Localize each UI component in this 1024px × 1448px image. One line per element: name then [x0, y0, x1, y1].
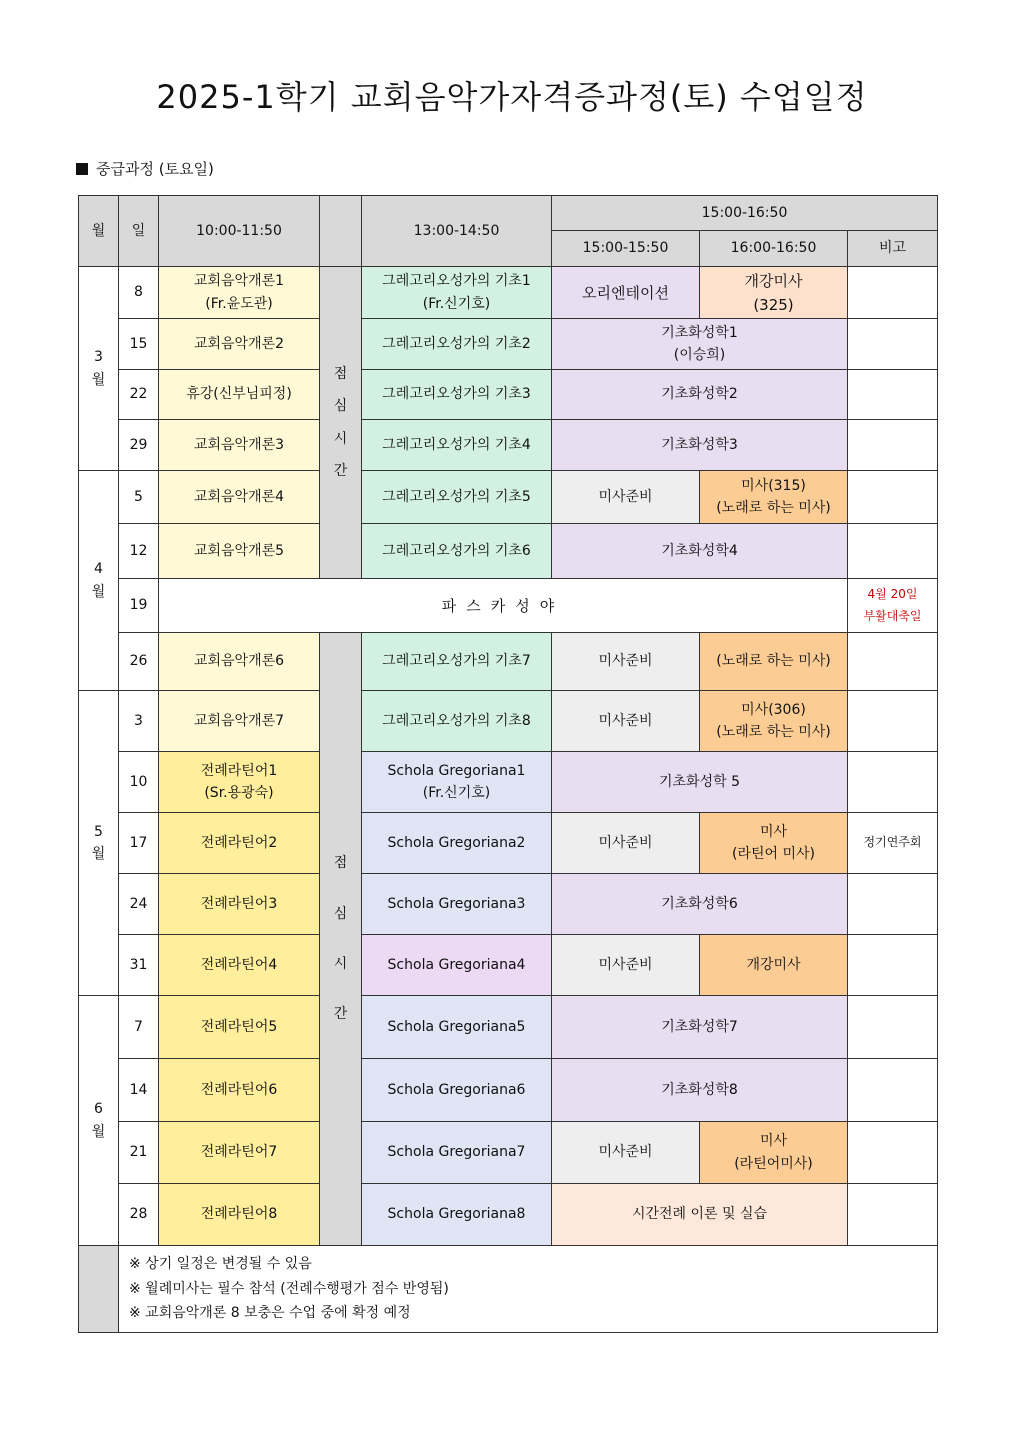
class-cell: Schola Gregoriana3: [362, 874, 552, 935]
class-cell: 교회음악개론4: [159, 471, 320, 524]
header-month: 월: [79, 196, 119, 267]
table-row: [79, 752, 938, 813]
table-row: [79, 813, 938, 874]
table-row: [79, 874, 938, 935]
day-cell: 10: [119, 752, 159, 813]
class-cell: 그레고리오성가의 기초4: [362, 420, 552, 471]
class-cell: 휴강(신부님피정): [159, 370, 320, 420]
day-cell: 8: [119, 267, 159, 319]
remark-cell: 정기연주회: [848, 813, 938, 874]
class-cell: 그레고리오성가의 기초2: [362, 319, 552, 370]
class-cell: 오리엔테이션: [552, 267, 700, 319]
day-cell: 29: [119, 420, 159, 471]
remark-cell: [848, 1184, 938, 1246]
note-line: ※ 상기 일정은 변경될 수 있음: [129, 1256, 312, 1272]
header-slot3: 15:00-16:50: [552, 196, 938, 231]
lunch-break-1: 점 심 시 간: [320, 267, 362, 579]
class-cell: 그레고리오성가의 기초8: [362, 691, 552, 752]
class-cell: Schola Gregoriana5: [362, 996, 552, 1059]
class-cell: 미사준비: [552, 691, 700, 752]
remark-cell: [848, 524, 938, 579]
table-row: [79, 267, 938, 319]
class-cell: 전례라틴어2: [159, 813, 320, 874]
class-cell: Schola Gregoriana6: [362, 1059, 552, 1122]
remark-cell: [848, 471, 938, 524]
section-label: 중급과정 (토요일): [96, 160, 214, 178]
month-march: 3 월: [79, 267, 119, 471]
day-cell: 14: [119, 1059, 159, 1122]
class-cell: Schola Gregoriana2: [362, 813, 552, 874]
section-heading: [76, 158, 214, 179]
table-row: [79, 579, 938, 633]
class-cell: 기초화성학 5: [552, 752, 848, 813]
class-cell: 미사준비: [552, 813, 700, 874]
class-cell: 교회음악개론2: [159, 319, 320, 370]
lunch-break-2: 점 심 시 간: [320, 633, 362, 1246]
remark-cell: [848, 752, 938, 813]
remark-cell: [848, 1122, 938, 1184]
remark-cell: 4월 20일 부활대축일: [848, 579, 938, 633]
class-cell: (노래로 하는 미사): [700, 633, 848, 691]
remark-cell: [848, 319, 938, 370]
day-cell: 7: [119, 996, 159, 1059]
class-cell: 기초화성학2: [552, 370, 848, 420]
day-cell: 15: [119, 319, 159, 370]
class-cell: 기초화성학7: [552, 996, 848, 1059]
table-row: [79, 935, 938, 996]
day-cell: 17: [119, 813, 159, 874]
remark-cell: [848, 1059, 938, 1122]
class-cell: 기초화성학8: [552, 1059, 848, 1122]
class-cell: Schola Gregoriana4: [362, 935, 552, 996]
class-cell: 미사(306) (노래로 하는 미사): [700, 691, 848, 752]
table-row: [79, 1122, 938, 1184]
easter-vigil-cell: 파스카성야: [159, 579, 848, 633]
header-day: 일: [119, 196, 159, 267]
class-cell: 기초화성학6: [552, 874, 848, 935]
header-slot1: 10:00-11:50: [159, 196, 320, 267]
class-cell: 교회음악개론6: [159, 633, 320, 691]
class-cell: 교회음악개론5: [159, 524, 320, 579]
notes-side-cell: [79, 1246, 119, 1333]
table-row: [79, 1184, 938, 1246]
class-cell: 그레고리오성가의 기초1 (Fr.신기호): [362, 267, 552, 319]
table-row: [79, 996, 938, 1059]
class-cell: 교회음악개론7: [159, 691, 320, 752]
class-cell: 미사(315) (노래로 하는 미사): [700, 471, 848, 524]
square-bullet-icon: [76, 163, 88, 175]
class-cell: Schola Gregoriana8: [362, 1184, 552, 1246]
class-cell: 그레고리오성가의 기초3: [362, 370, 552, 420]
remark-cell: [848, 996, 938, 1059]
month-june: 6 월: [79, 996, 119, 1246]
class-cell: 기초화성학3: [552, 420, 848, 471]
month-april: 4 월: [79, 471, 119, 691]
table-row: [79, 524, 938, 579]
class-cell: 전례라틴어4: [159, 935, 320, 996]
class-cell: 그레고리오성가의 기초7: [362, 633, 552, 691]
page-title: 2025-1학기 교회음악가자격증과정(토) 수업일정: [156, 78, 868, 116]
day-cell: 3: [119, 691, 159, 752]
table-row: [79, 319, 938, 370]
table-row: [79, 471, 938, 524]
remark-cell: [848, 874, 938, 935]
class-cell: 미사준비: [552, 471, 700, 524]
remark-cell: [848, 420, 938, 471]
schedule-table: [78, 195, 938, 1333]
class-cell: Schola Gregoriana1 (Fr.신기호): [362, 752, 552, 813]
day-cell: 31: [119, 935, 159, 996]
remark-cell: [848, 691, 938, 752]
notes-row: [79, 1246, 938, 1333]
header-row: [79, 196, 938, 231]
class-cell: 전례라틴어6: [159, 1059, 320, 1122]
month-may: 5 월: [79, 691, 119, 996]
remark-cell: [848, 267, 938, 319]
class-cell: 미사준비: [552, 633, 700, 691]
class-cell: 개강미사: [700, 935, 848, 996]
day-cell: 26: [119, 633, 159, 691]
day-cell: 19: [119, 579, 159, 633]
table-row: [79, 691, 938, 752]
class-cell: 기초화성학1 (이승희): [552, 319, 848, 370]
header-lunch: [320, 196, 362, 267]
day-cell: 5: [119, 471, 159, 524]
header-slot3b: 16:00-16:50: [700, 231, 848, 267]
notes-cell: [119, 1246, 938, 1333]
class-cell: 기초화성학4: [552, 524, 848, 579]
class-cell: 미사준비: [552, 935, 700, 996]
table-row: [79, 633, 938, 691]
day-cell: 22: [119, 370, 159, 420]
header-remarks: 비고: [848, 231, 938, 267]
class-cell: 전례라틴어7: [159, 1122, 320, 1184]
class-cell: 미사 (라틴어미사): [700, 1122, 848, 1184]
day-cell: 21: [119, 1122, 159, 1184]
class-cell: 개강미사 (325): [700, 267, 848, 319]
table-row: [79, 370, 938, 420]
day-cell: 28: [119, 1184, 159, 1246]
class-cell: 그레고리오성가의 기초6: [362, 524, 552, 579]
table-row: [79, 1059, 938, 1122]
class-cell: 교회음악개론1 (Fr.윤도관): [159, 267, 320, 319]
class-cell: 전례라틴어3: [159, 874, 320, 935]
class-cell: 전례라틴어1 (Sr.용광숙): [159, 752, 320, 813]
header-slot2: 13:00-14:50: [362, 196, 552, 267]
header-slot3a: 15:00-15:50: [552, 231, 700, 267]
remark-cell: [848, 935, 938, 996]
class-cell: 전례라틴어5: [159, 996, 320, 1059]
class-cell: 미사준비: [552, 1122, 700, 1184]
class-cell: 교회음악개론3: [159, 420, 320, 471]
note-line: ※ 교회음악개론 8 보충은 수업 중에 확정 예정: [129, 1305, 411, 1321]
day-cell: 24: [119, 874, 159, 935]
remark-cell: [848, 633, 938, 691]
day-cell: 12: [119, 524, 159, 579]
class-cell: 시간전례 이론 및 실습: [552, 1184, 848, 1246]
class-cell: 미사 (라틴어 미사): [700, 813, 848, 874]
remark-cell: [848, 370, 938, 420]
class-cell: Schola Gregoriana7: [362, 1122, 552, 1184]
class-cell: 전례라틴어8: [159, 1184, 320, 1246]
class-cell: 그레고리오성가의 기초5: [362, 471, 552, 524]
note-line: ※ 월례미사는 필수 참석 (전례수행평가 점수 반영됨): [129, 1280, 449, 1297]
table-row: [79, 420, 938, 471]
